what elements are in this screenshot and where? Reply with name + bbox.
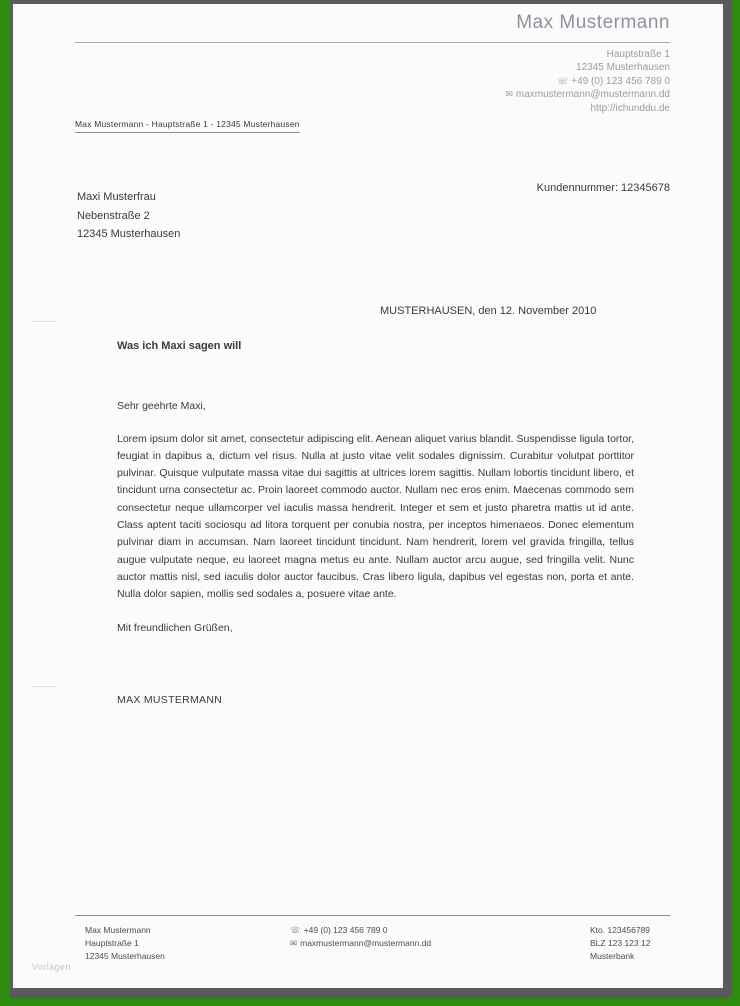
telephone-icon: ☏ — [557, 75, 569, 86]
footer-bank-name: Musterbank — [590, 951, 635, 961]
footer-city: 12345 Musterhausen — [85, 951, 165, 961]
closing-phrase: Mit freundlichen Grüßen, — [117, 621, 233, 634]
return-address-line: Max Mustermann - Hauptstraße 1 - 12345 Musterhausen — [75, 119, 300, 133]
recipient-street: Nebenstraße 2 — [77, 209, 150, 222]
page-shadow — [10, 0, 732, 998]
sender-name-heading: Max Mustermann — [516, 12, 670, 33]
footer-bank-column — [590, 924, 651, 963]
fold-mark-lower — [31, 686, 56, 687]
subject-line: Was ich Maxi sagen will — [117, 340, 242, 352]
sender-street: Hauptstraße 1 — [606, 48, 670, 60]
footer-contact-column — [290, 924, 431, 950]
customer-number: Kundennummer: 12345678 — [536, 182, 670, 194]
sender-website: http://ichunddu.de — [590, 102, 670, 114]
fold-mark-upper — [31, 321, 56, 322]
place-and-date: MUSTERHAUSEN, den 12. November 2010 — [380, 305, 597, 317]
sender-phone: +49 (0) 123 456 789 0 — [571, 75, 670, 87]
recipient-address-block — [77, 188, 180, 244]
sender-city: 12345 Musterhausen — [576, 62, 670, 74]
telephone-icon: ☏ — [290, 925, 301, 935]
letterhead-divider — [75, 42, 670, 43]
signature-name: MAX MUSTERMANN — [117, 693, 223, 706]
letterhead — [75, 12, 670, 115]
sender-email: maxmustermann@mustermann.dd — [515, 89, 670, 101]
sender-email-line — [75, 88, 670, 102]
recipient-name: Maxi Musterfrau — [77, 191, 156, 203]
footer-account-number: Kto. 123456789 — [590, 925, 651, 935]
letterhead-contact-block — [75, 48, 670, 116]
letter-body — [117, 338, 634, 709]
sender-phone-line — [75, 75, 670, 89]
envelope-icon: ✉ — [505, 89, 513, 100]
footer-phone-line — [290, 924, 431, 937]
footer-address-column — [85, 924, 165, 963]
letter-text: Lorem ipsum dolor sit amet, consectetur adipiscing elit. Aenean aliquet varius blandit. Suspendisse ligula tortor, feugiat in dapibus a, dictum vel risus. Nulla at justo vitae velit sodales dignissim. Curabitur volutpat porttitor pulvinar. Quisque vulputate massa vitae dui sagittis at ultrices lorem sagittis. Nullam lobortis tincidunt libero, et tincidunt urna consectetur ac. Proin laoreet commodo auctor. Nullam nec eros enim. Maecenas commodo sem consectetur neque ullamcorper vel iaculis massa hendrerit. Integer et sem et justo pharetra mattis ut id ante. Class aptent taciti sociosqu ad litora torquent per conubia nostra, per inceptos himenaeos. Donec elementum pulvinar diam in accumsan. Nam laoreet tincidunt tincidunt. Nam hendrerit, lorem vel gravida fringilla, tellus augue vulputate neque, eu laoreet magna metus eu ante. Nullam auctor arcu augue, sed fringilla velit. Nunc auctor mattis nisl, sed iaculis dolor auctor faucibus. Cras libero ligula, dapibus vel egestas non, porta et ante. Nulla dolor sapien, mollis sed sodales a, posuere vitae ante. — [117, 432, 634, 601]
envelope-icon: ✉ — [290, 938, 298, 948]
footer-street: Hauptstraße 1 — [85, 938, 139, 948]
footer-name: Max Mustermann — [85, 925, 151, 935]
recipient-city: 12345 Musterhausen — [77, 228, 181, 240]
letter-page — [13, 4, 723, 988]
footer-email-line — [290, 937, 431, 950]
salutation: Sehr geehrte Maxi, — [117, 400, 206, 413]
footer-email: maxmustermann@mustermann.dd — [300, 938, 432, 948]
vorlagen-watermark: Vorlagen — [32, 962, 71, 972]
footer-bank-code: BLZ 123 123 12 — [590, 938, 651, 948]
letter-footer — [75, 915, 670, 961]
footer-phone: +49 (0) 123 456 789 0 — [303, 925, 388, 935]
